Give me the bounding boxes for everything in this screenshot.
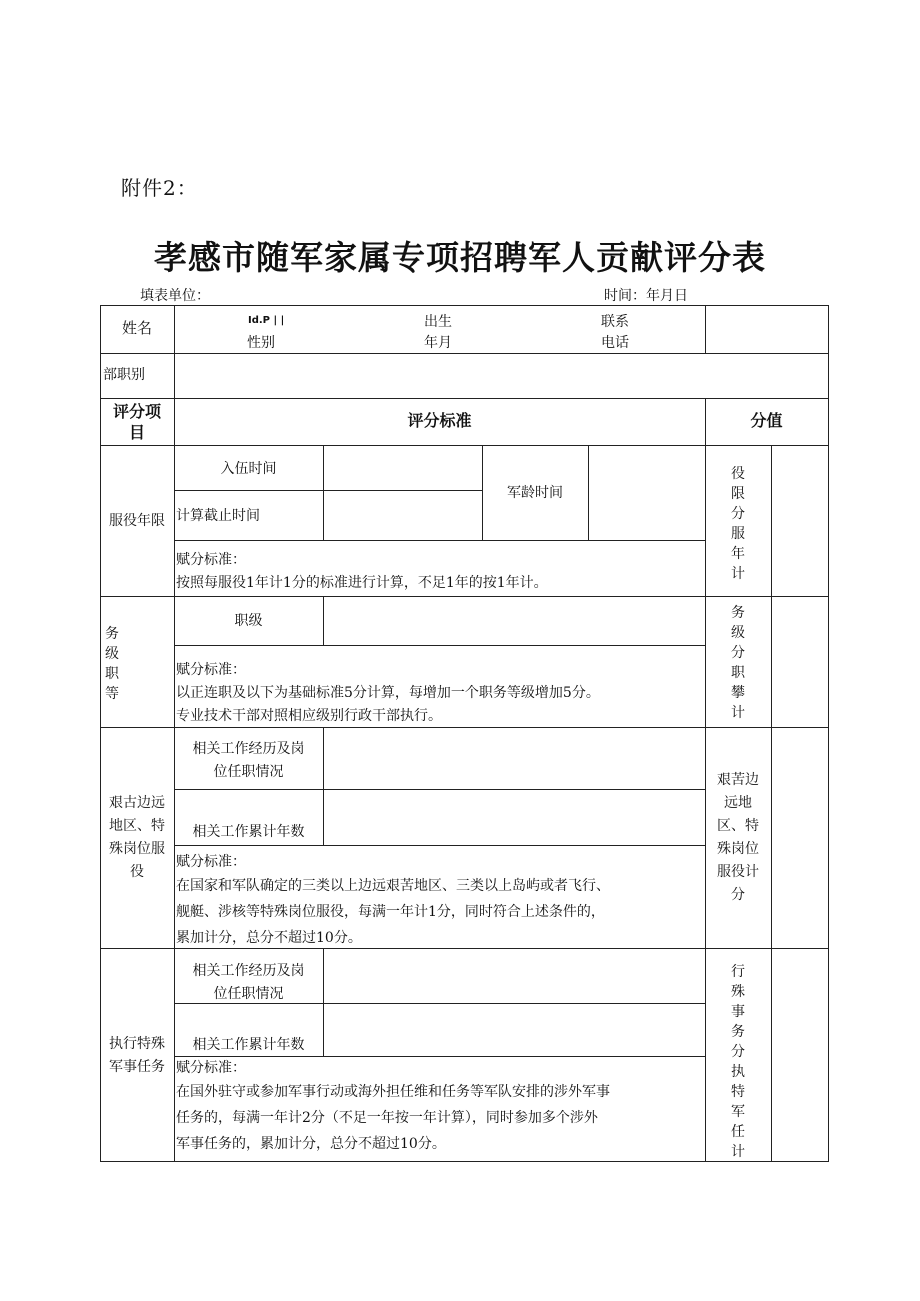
attachment-label: 附件2： — [121, 176, 198, 200]
army-age-label: 军龄时间 — [507, 485, 563, 501]
s3-standard-line1: 在国家和军队确定的三类以上边远艰苦地区、三类以上岛屿或者飞行、 — [176, 878, 610, 894]
special-mission-label-2: 军事任务 — [109, 1059, 165, 1075]
enlist-time-label: 入伍时间 — [220, 461, 277, 477]
s3-score-note-5: 服役计 — [717, 864, 759, 880]
contact-label-bottom: 电话 — [601, 335, 629, 351]
s4-experience-line1: 相关工作经历及岗 — [192, 963, 305, 979]
fill-unit-label: 填表单位： — [140, 288, 210, 304]
s4-standard-title: 赋分标准： — [176, 1060, 246, 1076]
time-label: 时间：年月日 — [604, 288, 688, 304]
s3-standard-line2: 舰艇、涉核等特殊岗位服役，每满一年计1分，同时符合上述条件的， — [176, 904, 605, 920]
special-mission-label-1: 执行特殊 — [109, 1036, 165, 1052]
s1-standard-title: 赋分标准： — [176, 552, 246, 568]
s3-experience-line2: 位任职情况 — [213, 764, 284, 780]
s3-standard-title: 赋分标准： — [176, 854, 246, 870]
s3-experience-line1: 相关工作经历及岗 — [192, 741, 305, 757]
item-header-bottom: 目 — [128, 423, 145, 442]
remote-area-label-4: 役 — [130, 864, 144, 880]
name-label: 姓名 — [121, 319, 152, 337]
s3-score-note-1: 艰苦边 — [717, 772, 759, 788]
s4-standard-line3: 军事任务的，累加计分，总分不超过10分。 — [176, 1136, 446, 1152]
s3-standard-line3: 累加计分，总分不超过10分。 — [176, 930, 362, 946]
service-years-label: 服役年限 — [109, 513, 165, 529]
s4-standard-line1: 在国外驻守或参加军事行动或海外担任维和任务等军队安排的涉外军事 — [176, 1084, 610, 1100]
s4-years-label: 相关工作累计年数 — [192, 1037, 305, 1053]
remote-area-label-1: 艰古边远 — [109, 795, 165, 811]
s4-standard-line2: 任务的，每满一年计2分（不足一年按一年计算），同时参加多个涉外 — [176, 1110, 598, 1126]
gender-label: 性别 — [247, 335, 275, 351]
s2-score-note: 务级分职攀计 — [731, 605, 745, 721]
contact-label-top: 联系 — [601, 314, 629, 330]
birth-label-top: 出生 — [424, 314, 452, 330]
s3-score-note-6: 分 — [731, 887, 745, 903]
s4-score-note: 行殊事务分执特军任计 — [731, 964, 745, 1160]
s3-score-note-4: 殊岗位 — [717, 841, 759, 857]
id-photo-mark: Id.P | | — [248, 315, 285, 326]
rank-label: 职级 — [234, 613, 263, 629]
s3-score-note-3: 区、特 — [717, 818, 759, 834]
birth-label-bottom: 年月 — [424, 335, 452, 351]
remote-area-label-2: 地区、特 — [109, 818, 165, 834]
s2-standard-line1: 以正连职及以下为基础标准5分计算，每增加一个职务等级增加5分。 — [176, 685, 600, 701]
s3-score-note-2: 远地 — [724, 795, 752, 811]
dept-label: 部职别 — [103, 367, 145, 383]
s2-standard-title: 赋分标准： — [176, 662, 246, 678]
remote-area-label-3: 殊岗位服 — [109, 841, 165, 857]
cutoff-time-label: 计算截止时间 — [176, 508, 260, 524]
score-header: 分值 — [750, 411, 783, 430]
rank-section-label: 务级职等 — [105, 626, 119, 702]
s4-experience-line2: 位任职情况 — [213, 986, 284, 1002]
item-header-top: 评分项 — [112, 402, 161, 421]
s3-years-label: 相关工作累计年数 — [192, 824, 305, 840]
s1-standard-text: 按照每服役1年计1分的标准进行计算，不足1年的按1年计。 — [176, 575, 548, 591]
page-title: 孝感市随军家属专项招聘军人贡献评分表 — [154, 238, 766, 277]
criteria-header: 评分标准 — [407, 411, 472, 430]
s2-standard-line2: 专业技术干部对照相应级别行政干部执行。 — [176, 708, 442, 724]
s1-score-note: 役限分服年计 — [731, 466, 745, 582]
